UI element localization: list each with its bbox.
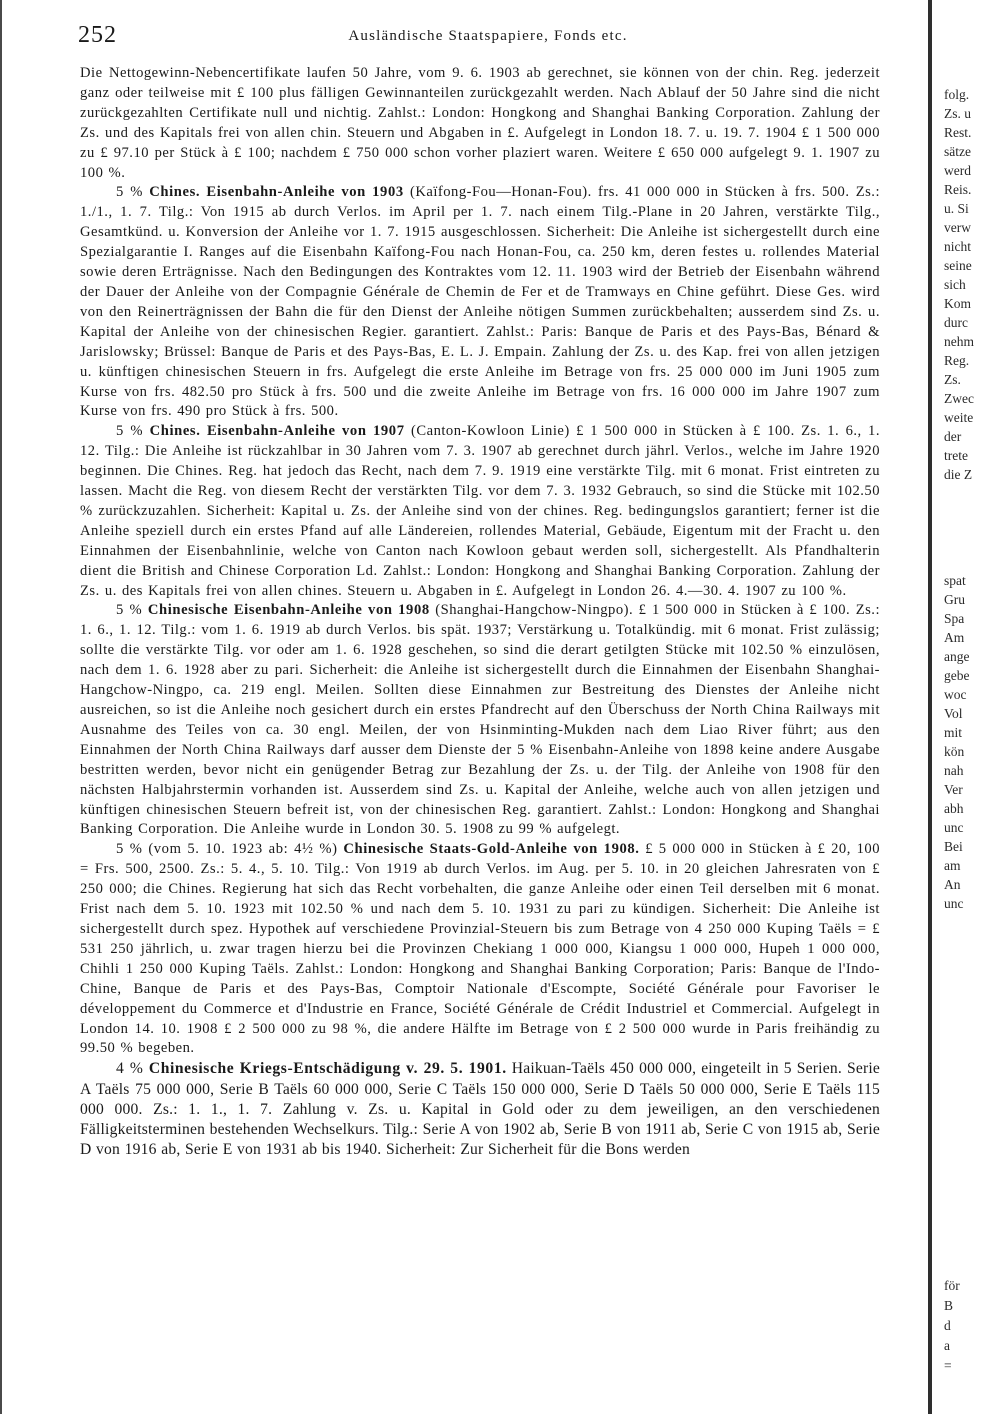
margin-fragment: u. Si [944, 201, 969, 216]
margin-fragment: nicht [944, 239, 971, 254]
margin-fragment: sätze [944, 144, 971, 159]
margin-fragment: woc [944, 687, 967, 702]
entry-chinesische-eisenbahn-1908 [80, 601, 880, 840]
entry-rate: 5 % (vom 5. 10. 1923 ab: 4½ %) [116, 841, 344, 858]
margin-fragment: d [944, 1318, 951, 1333]
scan-left-edge [0, 0, 2, 1414]
margin-fragment: weite [944, 410, 974, 425]
margin-fragment: seine [944, 258, 972, 273]
margin-fragment: Am [944, 630, 965, 645]
margin-fragment: mit [944, 725, 963, 740]
entry-title: Chines. Eisenbahn-Anleihe von 1907 [149, 423, 405, 440]
entry-text: (Kaïfong-Fou—Honan-Fou). frs. 41 000 000 in Stücken à frs. 500. Zs.: 1./1., 1. 7. Tilg.: Von 1915 ab durch Verlos. im April per 1. 7. nach einem Tilg.-Plane in 20 Jahren, verstärkte Tilg., Gesamtkünd. u. Konversion der Anleihe vor 1. 7. 1915 ausgeschlossen. Sicherheit: Die Anleihe ist sichergestellt durch eine Spezialgarantie I. Ranges auf die Eisenbahn Kaïfong-Fou nach Honan-Fou, ca. 250 km, deren festes u. rollendes Material sowie deren Erträgnisse. Nach den Bedingungen des Kontraktes vom 12. 11. 1903 wird der Betrieb der Eisenbahn während der Dauer der Anleihe von der Compagnie Générale de Chemin de Fer et de Tramways en Chine geführt. Diese Ges. wird von den Reinerträgnissen der Bahn die für den Dienst der Anleihe nötigen Summen zurückbehalten; ausserdem sind Zs. u. Kapital der Anleihe von der chinesischen Regier. garantiert. Zahlst.: Paris: Banque de Paris et des Pays-Bas, Bénard & Jarislowsky; Brüssel: Banque de Paris et des Pays-Bas, E. L. J. Empain. Zahlung der Zs. u. des Kap. frei von allen jetzigen u. künftigen chinesischen Steuern in frs. Aufgelegt die erste Anleihe im Betrage von frs. 25 000 000 im Juni 1905 zum Kurse von frs. 482.50 pro Stück à frs. 500 und die zweite Anleihe im Betrage von frs. 16 000 000 im Jahre 1907 zum Kurse von frs. 490 pro Stück à frs. 500. [80, 184, 880, 420]
margin-fragment: nehm [944, 334, 974, 349]
entry-rate: 5 % [116, 423, 150, 440]
margin-fragment: trete [944, 448, 968, 463]
entry-rate: 4 % [116, 1060, 149, 1078]
margin-fragment: spat [944, 573, 966, 588]
margin-fragment: Reis. [944, 182, 972, 197]
margin-fragment: Spa [944, 611, 965, 626]
margin-fragment: Ver [944, 782, 963, 797]
entry-rate: 5 % [116, 602, 148, 619]
margin-fragment: An [944, 877, 961, 892]
entry-title: Chinesische Kriegs-Entschädigung v. 29. 5. 1901. [148, 1060, 507, 1078]
margin-fragment: Bei [944, 839, 963, 854]
margin-fragment: kön [944, 744, 965, 759]
margin-fragment: Vol [944, 706, 963, 721]
entry-chines-eisenbahn-1903 [80, 183, 880, 422]
margin-fragment: am [944, 858, 961, 873]
adjacent-page-strip [928, 0, 1000, 1414]
entry-title: Chinesische Eisenbahn-Anleihe von 1908 [147, 602, 430, 619]
margin-fragment: sich [944, 277, 966, 292]
running-title: Ausländische Staatspapiere, Fonds etc. [348, 28, 628, 44]
margin-fragment: unc [944, 896, 964, 911]
margin-fragment: ange [944, 649, 970, 664]
margin-fragment: werd [944, 163, 971, 178]
margin-fragment: der [944, 429, 962, 444]
margin-fragment: Zwec [944, 391, 974, 406]
margin-fragment: gebe [944, 668, 970, 683]
margin-fragment: Kom [944, 296, 971, 311]
margin-fragment: die Z [944, 467, 973, 482]
margin-fragment: folg. [944, 87, 970, 102]
entry-text: (Canton-Kowloon Linie) £ 1 500 000 in Stücken à £ 100. Zs. 1. 6., 1. 12. Tilg.: Die Anleihe ist rückzahlbar in 30 Jahren vom 7. 3. 1907 ab gerechnet durch jährl. Verlos., welche im Jahre 1920 beginnen. Die Chines. Reg. hat jedoch das Recht, nach dem 7. 9. 1919 eine verstärkte Tilg. mit 6 monat. Frist eintreten zu lassen. Macht die Reg. von diesem Recht der verstärkten Tilg. vor dem 7. 3. 1932 Gebrauch, so sind die Stücke mit 102.50 % zurückzuzahlen. Sicherheit: Kapital u. Zs. der Anleihe sind von der chines. Reg. bedingungslos garantiert; ferner ist die Anleihe speziell durch ein erstes Pfand auf alle Ländereien, rollendes Material, Gebäude, Eigentum mit der Fracht u. den Einnahmen der Eisenbahnlinie, welche von Canton nach Kowloon gebaut werden soll, sichergestellt. Als Pfandhalterin dient die British and Chinese Corporation Ld. Zahlst.: London: Hongkong and Shanghai Banking Corporation. Zahlung der Zs. u. des Kapitals frei von allen chines. Steuern u. Abgaben in £. Aufgelegt in London 26. 4.—30. 4. 1907 zu 100 %. [80, 423, 880, 599]
entry-chines-eisenbahn-1907 [80, 422, 880, 601]
margin-fragment: Gru [944, 592, 965, 607]
margin-fragment: a [944, 1338, 950, 1353]
entry-kriegs-entschaedigung-1901 [80, 1059, 880, 1160]
entry-rate: 5 % [116, 184, 150, 201]
entry-title: Chines. Eisenbahn-Anleihe von 1903 [149, 184, 404, 201]
margin-fragment: för [944, 1278, 960, 1293]
entry-staats-gold-1908 [80, 840, 880, 1059]
entry-text: Haikuan-Taëls 450 000 000, eingeteilt in 5 Serien. Serie A Taëls 75 000 000, Serie B Taëls 60 000 000, Serie C Taëls 150 000 000, Serie D Taëls 50 000 000, Serie E Taëls 115 000 000. Zs.: 1. 1., 1. 7. Zahlung v. Zs. u. Kapital in Gold oder zu dem jeweiligen, an den verschiedenen Fälligkeitsterminen bestehenden Wechselkurs. Tilg.: Serie A von 1902 ab, Serie B von 1911 ab, Serie C von 1915 ab, Serie D von 1916 ab, Serie E von 1931 ab bis 1940. Sicherheit: Zur Sicherheit für die Bons werden [80, 1060, 880, 1159]
margin-fragment: Zs. u [944, 106, 971, 121]
margin-fragment: = [944, 1358, 952, 1373]
entry-title: Chinesische Staats-Gold-Anleihe von 1908. [343, 841, 640, 858]
margin-fragment: Reg. [944, 353, 970, 368]
margin-fragment: verw [944, 220, 971, 235]
margin-fragment: B [944, 1298, 954, 1313]
margin-fragment: nah [944, 763, 964, 778]
page-header [78, 22, 898, 56]
page-spine-line [928, 0, 932, 1414]
main-text-column [80, 64, 880, 1404]
margin-fragment: abh [944, 801, 964, 816]
paragraph-nettogewinn [80, 64, 880, 183]
margin-fragment: durc [944, 315, 968, 330]
margin-fragment: Zs. [944, 372, 961, 387]
entry-text: (Shanghai-Hangchow-Ningpo). £ 1 500 000 in Stücken à £ 100. Zs.: 1. 6., 1. 12. Tilg.: vom 1. 6. 1919 ab durch Verlos. bis spät. 1937; Verstärkung u. Totalkündig. mit 6 monat. Frist zulässig; sollte die verstärkte Tilg. vor oder am 1. 6. 1928 geschehen, so sind die derart getilgten Stücke mit 102.50 % einzulösen, nach dem 1. 6. 1928 aber zu pari. Sicherheit: die Anleihe ist sichergestellt durch die Einnahmen der Eisenbahn Shanghai-Hangchow-Ningpo, ca. 219 engl. Meilen. Sollten diese Einnahmen zur Bestreitung des Dienstes der Anleihe nicht ausreichen, so ist die Anleihe noch gesichert durch ein erstes Pfandrecht auf den Überschuss der North China Railways mit Ausnahme des Teiles von ca. 30 engl. Meilen, der von Hsinminting-Mukden nach dem Liao River führt; aus den Einnahmen der North China Railways darf ausser dem Dienste der 5 % Eisenbahn-Anleihe von 1898 keine andere Ausgabe bestritten werden, bevor nicht ein genügender Betrag zur Bezahlung der Zs. u. der Tilg. der Anleihe von 1908 für den nächsten Halbjahrstermin vorhanden ist. Ausserdem sind Zs. u. Kapital der Anleihe, welche auch von allen jetzigen und künftigen chinesischen Steuern befreit ist, von der chinesischen Reg. garantiert. Zahlst.: London: Hongkong and Shanghai Banking Corporation. Die Anleihe wurde in London 30. 5. 1908 zu 99 % aufgelegt. [80, 602, 880, 838]
paragraph-text: Die Nettogewinn-Nebencertifikate laufen 50 Jahre, vom 9. 6. 1903 ab gerechnet, sie können von der chin. Reg. jederzeit ganz oder teilweise mit £ 100 plus fälligen Gewinnanteilen zurückgezahlt werden. Nach Ablauf der 50 Jahre sind die nicht zurückgezahlten Certifikate null und nichtig. Zahlst.: London: Hongkong and Shanghai Banking Corporation. Zahlung der Zs. und des Kapitals frei von allen chin. Steuern und Abgaben in £. Aufgelegt in London 18. 7. u. 19. 7. 1904 £ 1 500 000 zu £ 97.10 per Stück à £ 100; nachdem £ 750 000 schon vorher plaziert waren. Weitere £ 650 000 aufgelegt 9. 1. 1907 zu 100 %. [80, 65, 880, 181]
page-number: 252 [78, 22, 117, 48]
entry-text: £ 5 000 000 in Stücken à £ 20, 100 = Frs. 500, 2500. Zs.: 5. 4., 5. 10. Tilg.: Von 1919 ab durch Verlos. im Aug. per 5. 10. in 20 gleichen Jahresraten von £ 250 000; die Chines. Regierung hat sich das Recht vorbehalten, die ganze Anleihe oder einen Teil derselben mit 6 monat. Frist nach dem 5. 10. 1923 mit 102.50 % und nach dem 5. 10. 1931 zu pari zu kündigen. Sicherheit: Die Anleihe ist sichergestellt durch spez. Hypothek auf verschiedene Provinzial-Steuern bis zum Betrage von 4 250 000 Kuping Taëls = £ 531 250 jährlich, u. zwar tragen hierzu bei die Provinzen Chekiang 1 000 000, Kiangsu 1 000 000, Hupeh 1 000 000, Chihli 1 250 000 Kuping Taëls. Zahlst.: London: Hongkong and Shanghai Banking Corporation; Paris: Banque de l'Indo-Chine, Banque de Paris et des Pays-Bas, Comptoir Nationale d'Escompte, Société Générale pour Favoriser le développement du Commerce et d'Industrie en France, Société Générale de Crédit Industriel et Commercial. Aufgelegt in London 14. 10. 1908 £ 2 500 000 zu 98 %, die andere Hälfte im Betrage von £ 2 500 000 wurde in Paris freihändig zu 99.50 % begeben. [80, 841, 880, 1057]
margin-fragment: unc [944, 820, 964, 835]
margin-fragment: Rest. [944, 125, 972, 140]
